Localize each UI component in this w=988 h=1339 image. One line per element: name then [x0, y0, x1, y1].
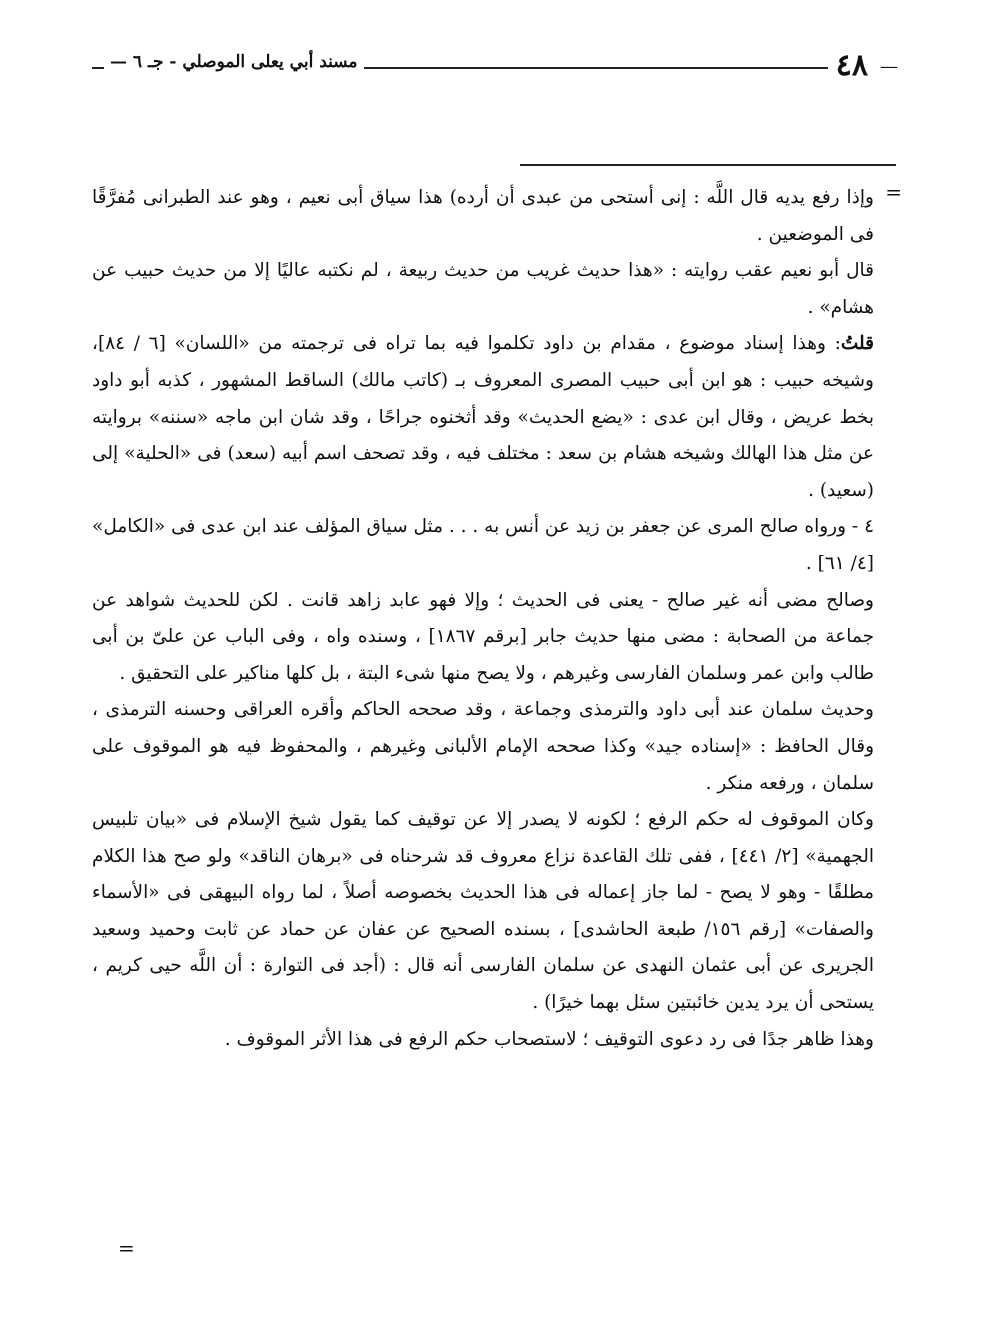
- book-title: مسند أبي يعلى الموصلي - جـ ٦ —: [104, 52, 364, 72]
- header-dash-right: —: [876, 56, 898, 77]
- paragraph-7: وكان الموقوف له حكم الرفع ؛ لكونه لا يصدر إلا عن توقيف كما يقول شيخ الإسلام فى «بيان تلبيس الجهمية» [٢/ ٤٤١] ، ففى تلك القاعدة نزاع معروف قد شرحناه فى «برهان الناقد» ولو صح هذا الكلام مطلقًا - وهو لا يصح - لما جاز إعماله فى هذا الحديث بخصوصه أصلاً ، لما رواه البيهقى فى «الأسماء والصفات» [رقم ١٥٦/ طبعة الحاشدى] ، بسنده الصحيح عن عفان عن حماد عن ثابت وحميد وسعيد الجريرى عن أبى عثمان النهدى عن سلمان الفارسى أنه قال : (أجد فى التوارة : أن اللَّه حيى كريم ، يستحى أن يرد يدين خائبتين سئل بهما خيرًا) .: [92, 809, 874, 1014]
- qultu-lead: قلتُ: [840, 333, 874, 355]
- paragraph-5: وصالح مضى أنه غير صالح - يعنى فى الحديث ؛ وإلا فهو عابد زاهد قانت . لكن للحديث شواهد عن جماعة من الصحابة : مضى منها حديث جابر [برقم ١٨٦٧] ، وسنده واه ، وفى الباب عن علىّ بن أبى طالب وابن عمر وسلمان الفارسى وغيرهم ، ولا يصح منها شىء البتة ، بل كلها مناكير على التحقيق .: [92, 589, 875, 684]
- paragraph-2: قال أبو نعيم عقب روايته : «هذا حديث غريب من حديث ربيعة ، لم نكتبه عاليًا إلا من حديث حبيب عن هشام» .: [92, 260, 874, 318]
- paragraph-4: ٤ - ورواه صالح المرى عن جعفر بن زيد عن أنس به . . . مثل سياق المؤلف عند ابن عدى فى «الكامل» [٤/ ٦١] .: [92, 516, 874, 574]
- paragraph-3-text: : وهذا إسناد موضوع ، مقدام بن داود تكلموا فيه بما تراه فى ترجمته من «اللسان» [٦ / ٨٤]، وشيخه حبيب : هو ابن أبى حبيب المصرى المعروف بـ (كاتب مالك) الساقط المشهور ، كذبه أبو داود بخط عريض ، وقال ابن عدى : «يضع الحديث» وقد أثخنوه جراحًا ، وقد شان ابن ماجه «سننه» بروايته عن مثل هذا الهالك وشيخه هشام بن سعد : مختلف فيه ، وقد تصحف اسم أبيه (سعد) فى «الحلية» إلى (سعيد) .: [92, 333, 874, 501]
- header-dash-left: —: [110, 52, 127, 72]
- page-number: ٤٨: [828, 48, 876, 83]
- paragraph-8: وهذا ظاهر جدًا فى رد دعوى التوقيف ؛ لاستصحاب حكم الرفع فى هذا الأثر الموقوف .: [224, 1028, 874, 1050]
- paragraph-6: وحديث سلمان عند أبى داود والترمذى وجماعة ، وقد صححه الحاكم وأقره العراقى وحسنه الترمذى ، وقال الحافظ : «إسناده جيد» وكذا صححه الإمام الألبانى وغيرهم ، والمحفوظ فيه هو الموقوف على سلمان ، ورفعه منكر .: [92, 699, 874, 794]
- running-header: [92, 50, 898, 84]
- continuation-mark: =: [885, 180, 902, 204]
- end-continuation-mark: =: [118, 1236, 135, 1260]
- paragraph-1: وإذا رفع يديه قال اللَّه : إنى أستحى من عبدى أن أرده) هذا سياق أبى نعيم ، وهو عند الطبرانى مُفرَّقًا فى الموضعين .: [92, 187, 874, 245]
- paragraph-3: [92, 326, 874, 509]
- footnote-body: [92, 180, 874, 1058]
- footnote-separator: [520, 164, 896, 166]
